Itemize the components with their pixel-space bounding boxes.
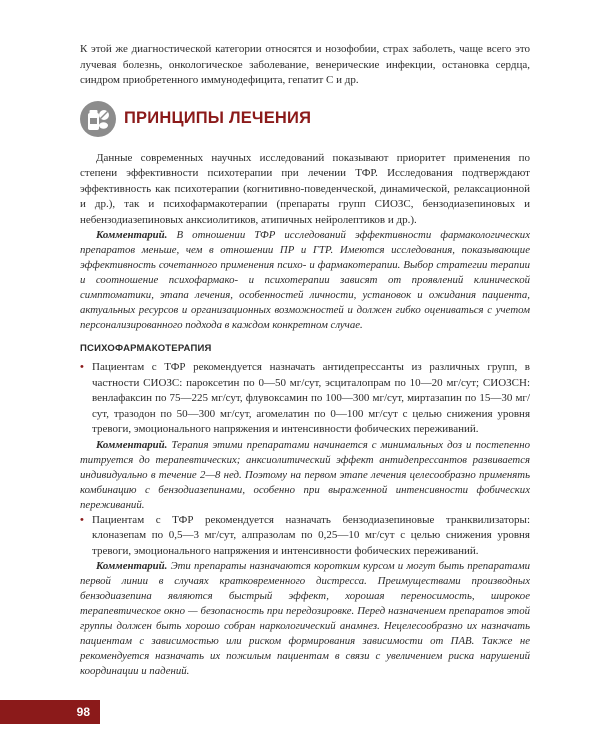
page-number: 98 <box>0 700 100 724</box>
comment-text: Терапия этими препаратами начинается с минимальных доз и постепенно титруется до терапевтических; анксиолитический эффект антидепрессантов развивается индивидуально в течение 2—8 нед. Поэтому на первом этапе лечения целесообразно применять комбинацию с бензодиазепинами, особенно при выраженной интенсивности фобических переживаний. <box>80 438 530 511</box>
comment-3 <box>80 559 530 679</box>
comment-1 <box>80 228 530 333</box>
section-title: ПРИНЦИПЫ ЛЕЧЕНИЯ <box>124 109 312 127</box>
comment-text: В отношении ТФР исследований эффективности фармакологических препаратов меньше, чем в отношении ПР и ГТР. Имеются исследования, показывающие эффективность сочетанного применения психо- и фармакотерапии. Выбор стратегии терапии и соотношение психофармако- и психотерапии зависят от проявлений клинической симптоматики, этапа лечения, особенностей личности, установок и ожидания пациента, актуальных ресурсов и организационных возможностей и должен гибко оцениваться с учетом персонализированного подхода в каждом конкретном случае. <box>80 229 531 331</box>
pills-icon <box>80 101 116 137</box>
bullet-icon: • <box>80 361 84 373</box>
bullet-icon: • <box>80 513 84 526</box>
section-heading <box>80 99 530 139</box>
paragraph-evidence: Данные современных научных исследований показывают приоритет применения по степени эффективности психотерапии при лечении ТФР. Исследования подтверждают эффективность как психотерапии (когнитивно-поведенческой, динамической, релаксационной и др.), так и психофармакотерапии (препараты групп СИОЗС, бензодиазепиновых и небензодиазепиновых анксиолитиков, атипичных нейролептиков и др.). <box>80 151 530 226</box>
bullet-text: Пациентам с ТФР рекомендуется назначать бензодиазепиновые транквилизаторы: клоназепам по 0,5—3 мг/сут, алпразолам по 0,25—10 мг/сут с целью снижения уровня тревоги, эмоционального напряжения и интенсивности фобических переживаний. <box>92 513 530 557</box>
comment-label: Комментарий. <box>96 438 168 451</box>
bullet-text: Пациентам с ТФР рекомендуется назначать антидепрессанты из различных групп, в частности СИОЗС: пароксетин по 0—50 мг/сут, эсциталопрам по 10—20 мг/сут; СИОЗСН: венлафаксин по 75—225 мг/сут, флувоксамин по 100—300 мг/сут, миртазапин по 15—30 мг/сут, тразодон по 50—300 мг/сут, агомелатин по 0—100 мг/сут с целью снижения уровня тревоги, эмоционального напряжения и интенсивности фобических переживаний. <box>92 361 530 435</box>
bullet-item-antidepressants <box>80 360 530 438</box>
comment-2 <box>80 438 530 513</box>
page-content <box>80 42 530 679</box>
intro-paragraph: К этой же диагностической категории относятся и нозофобии, страх заболеть, чаще всего это лучевая болезнь, онкологическое заболевание, венерические инфекции, остановка сердца, синдром приобретенного иммунодефицита, гепатит С и др. <box>80 43 530 86</box>
comment-text: Эти препараты назначаются коротким курсом и могут быть препаратами первой линии в случаях кратковременного дистресса. Преимуществами производных бензодиазепина являются быстрый эффект, хорошая переносимость, широкое терапевтическое окно — безопасность при передозировке. Перед назначением препаратов этой группы должен быть хорошо собран наркологический анамнез. Нецелесообразно их назначать пациентам с зависимостью или риском формирования зависимости от ПАВ. Также не рекомендуется назначать их пожилым пациентам в связи с увеличением риска нарушений координации и падений. <box>80 560 530 677</box>
comment-label: Комментарий. <box>96 229 168 241</box>
comment-label: Комментарий. <box>96 560 168 572</box>
subheading-pharmacotherapy: ПСИХОФАРМАКОТЕРАПИЯ <box>80 343 212 354</box>
bullet-item-benzodiazepines <box>80 513 530 560</box>
